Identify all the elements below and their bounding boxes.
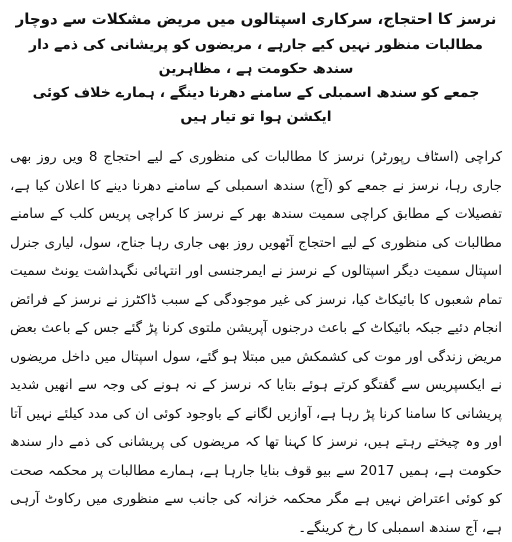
subheadline-line-2: جمعے کو سندھ اسمبلی کے سامنے دھرنا دینگے ، ہمارے خلاف کوئی ایکشن ہوا تو تیار ہیں	[32, 85, 480, 125]
body-text: کراچی (اسٹاف رپورٹر) نرسز کا مطالبات کی منظوری کے لیے احتجاج 8 ویں روز بھی جاری رہا، نرسز نے جمعے کو (آج) سندھ اسمبلی کے سامنے دھرنا دینے کا اعلان کیا ہے، تفصیلات کے مطابق کراچی سمیت سندھ بھر کے نرسز کا کراچی پریس کلب کے سامنے مطالبات کی منظوری کے لیے احتجاج آٹھویں روز بھی جاری رہا جناح، سول، لیاری جنرل اسپتال سمیت دیگر اسپتالوں کے نرسز نے ایمرجنسی اور انتہائی نگہداشت یونٹ سمیت تمام شعبوں کا بائیکاٹ کیا، نرسز کی غیر موجودگی کے سبب ڈاکٹرز نے نرسز کے فرائض انجام دئیے جبکہ بائیکاٹ کے باعث درجنوں آپریشن ملتوی کرنا پڑ گئے جس کے باعث بعض مریض زندگی اور موت کی کشمکش میں مبتلا ہو گئے، سول اسپتال میں داخل مریضوں نے ایکسپریس سے گفتگو کرتے ہوئے بتایا کہ نرسز کے نہ ہونے کی وجہ سے انھیں شدید پریشانی کا سامنا کرنا پڑ رہا ہے، آوازیں لگانے کے باوجود کوئی ان کی مدد کیلئے نہیں آتا اور وہ چیختے رہتے ہیں، نرسز کا کہنا تھا کہ مریضوں کی پریشانی کی ذمے دار سندھ حکومت ہے، ہمیں 2017 سے بیو قوف بنایا جارہا ہے، ہمارے مطالبات پر محکمہ صحت کو کوئی اعتراض نہیں ہے مگر محکمہ خزانہ کی جانب سے منظوری میں رکاوٹ آرہی ہے، آج سندھ اسمبلی کا رخ کرینگے۔	[10, 149, 502, 536]
article-body	[10, 143, 502, 542]
headline: نرسز کا احتجاج، سرکاری اسپتالوں میں مریض مشکلات سے دوچار	[15, 10, 497, 28]
subheadline-line-1: مطالبات منظور نہیں کیے جارہے ، مریضوں کو پریشانی کی ذمے دار سندھ حکومت ہے ، مظاہرین	[29, 37, 483, 77]
